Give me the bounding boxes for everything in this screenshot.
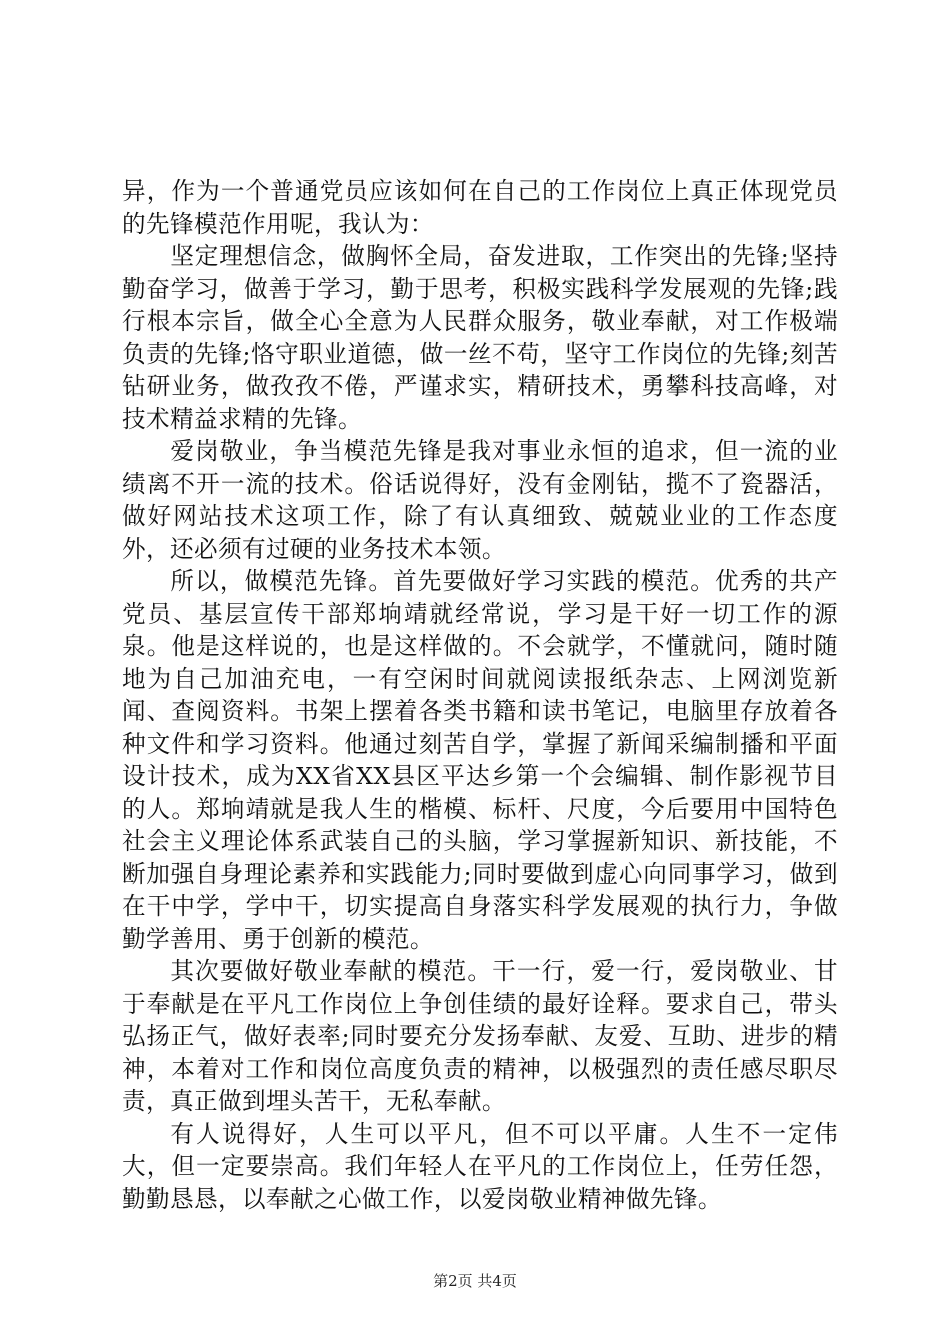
paragraph-1: 异，作为一个普通党员应该如何在自己的工作岗位上真正体现党员的先锋模范作用呢，我认为： (122, 177, 838, 238)
paragraph-6: 有人说得好，人生可以平凡，但不可以平庸。人生不一定伟大，但一定要崇高。我们年轻人在平凡的工作岗位上，任劳任怨，勤勤恳恳，以奉献之心做工作，以爱岗敬业精神做先锋。 (122, 1119, 838, 1213)
paragraph-4: 所以，做模范先锋。首先要做好学习实践的模范。优秀的共产党员、基层宣传干部郑垧靖就经常说，学习是干好一切工作的源泉。他是这样说的，也是这样做的。不会就学，不懂就问，随时随地为自己加油充电，一有空闲时间就阅读报纸杂志、上网浏览新闻、查阅资料。书架上摆着各类书籍和读书笔记，电脑里存放着各种文件和学习资料。他通过刻苦自学，掌握了新闻采编制播和平面设计技术，成为XX省XX县区平达乡第一个会编辑、制作影视节目的人。郑垧靖就是我人生的楷模、标杆、尺度，今后要用中国特色社会主义理论体系武装自己的头脑，学习掌握新知识、新技能，不断加强自身理论素养和实践能力;同时要做到虚心向同事学习，做到在干中学，学中干，切实提高自身落实科学发展观的执行力，争做勤学善用、勇于创新的模范。 (122, 567, 838, 953)
paragraph-3: 爱岗敬业，争当模范先锋是我对事业永恒的追求，但一流的业绩离不开一流的技术。俗话说得好，没有金刚钻，揽不了瓷器活，做好网站技术这项工作，除了有认真细致、兢兢业业的工作态度外，还必须有过硬的业务技术本领。 (122, 437, 838, 563)
document-body (122, 175, 838, 1215)
paragraph-5: 其次要做好敬业奉献的模范。干一行，爱一行，爱岗敬业、甘于奉献是在平凡工作岗位上争创佳绩的最好诠释。要求自己，带头弘扬正气，做好表率;同时要充分发扬奉献、友爱、互助、进步的精神，本着对工作和岗位高度负责的精神，以极强烈的责任感尽职尽责，真正做到埋头苦干，无私奉献。 (122, 957, 838, 1115)
page-number-footer: 第2页 共4页 (433, 1272, 517, 1290)
paragraph-2: 坚定理想信念，做胸怀全局，奋发进取，工作突出的先锋;坚持勤奋学习，做善于学习，勤于思考，积极实践科学发展观的先锋;践行根本宗旨，做全心全意为人民群众服务，敬业奉献，对工作极端负责的先锋;恪守职业道德，做一丝不苟，坚守工作岗位的先锋;刻苦钻研业务，做孜孜不倦，严谨求实，精研技术，勇攀科技高峰，对技术精益求精的先锋。 (122, 242, 838, 433)
